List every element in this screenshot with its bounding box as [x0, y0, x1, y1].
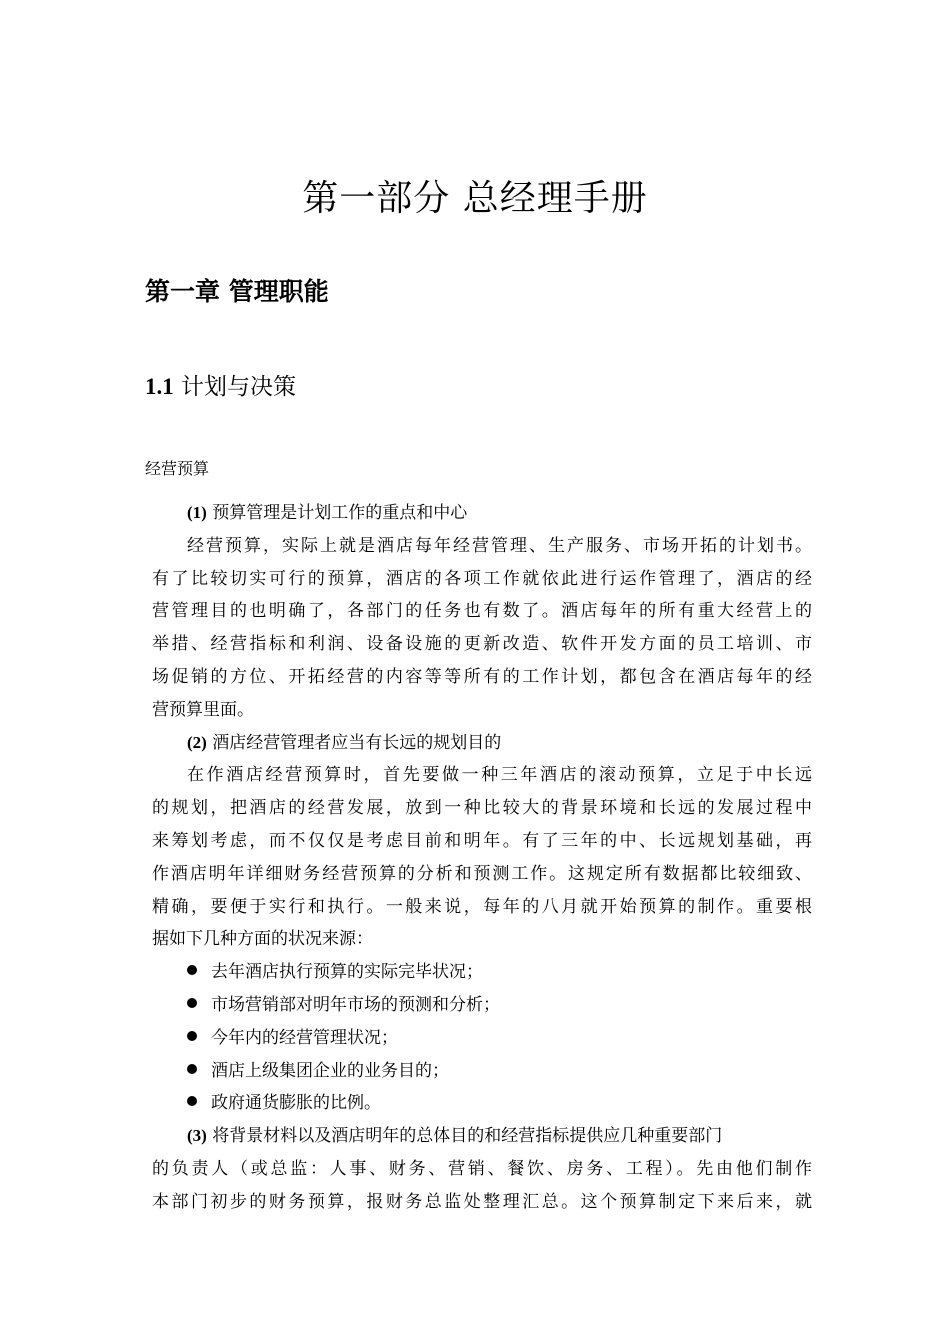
paragraph-1-heading-text: 预算管理是计划工作的重点和中心	[206, 503, 468, 523]
paragraph-1-tag: (1)	[187, 503, 207, 522]
bullet-item	[152, 989, 812, 1022]
bullet-item	[152, 956, 812, 989]
paragraph-line: 作酒店明年详细财务经营预算的分析和预测工作。这规定所有数据都比较细致、	[152, 863, 812, 884]
paragraph-line: 场促销的方位、开拓经营的内容等等所有的工作计划，都包含在酒店每年的经	[152, 666, 812, 687]
bullet-text: 政府通货膨胀的比例。	[211, 1093, 381, 1114]
paragraph-line: 营预算里面。	[152, 699, 254, 720]
paragraph-line: 来筹划考虑，而不仅仅是考虑目前和明年。有了三年的中、长远规划基础，再	[152, 830, 812, 851]
chapter-title: 第一章 管理职能	[145, 277, 329, 306]
paragraph-3-first-text: 将背景材料以及酒店明年的总体目的和经营指标提供应几种重要部门	[206, 1126, 723, 1147]
bullet-text: 酒店上级集团企业的业务目的；	[211, 1060, 449, 1081]
bullet-item	[152, 1022, 812, 1055]
paragraph-line: 在作酒店经营预算时，首先要做一种三年酒店的滚动预算，立足于中长远	[187, 765, 812, 786]
paragraph-2-heading	[152, 727, 812, 760]
part-title: 第一部分 总经理手册	[302, 178, 648, 219]
section-title-text: 计划与决策	[173, 374, 297, 400]
paragraph-2-tag: (2)	[187, 732, 207, 752]
paragraph-line: 举措、经营指标和利润、设备设施的更新改造、软件开发方面的员工培训、市	[152, 634, 812, 655]
paragraph-line: 精确，要便于实行和执行。一般来说，每年的八月就开始预算的制作。重要根	[152, 896, 812, 917]
bullet-text: 市场营销部对明年市场的预测和分析；	[211, 994, 500, 1015]
bullet-text: 去年酒店执行预算的实际完毕状况；	[211, 962, 483, 983]
bullet-dot-icon	[187, 1031, 197, 1041]
section-number: 1.1	[145, 374, 174, 399]
paragraph-line: 经营预算，实际上就是酒店每年经营管理、生产服务、市场开拓的计划书。	[187, 535, 812, 556]
paragraph-line: 的规划，把酒店的经营发展，放到一种比较大的背景环境和长远的发展过程中	[152, 798, 812, 819]
bullet-text: 今年内的经营管理状况；	[211, 1027, 398, 1048]
bullet-dot-icon	[187, 1096, 197, 1106]
paragraph-line: 有了比较切实可行的预算，酒店的各项工作就依此进行运作管理了，酒店的经	[152, 568, 812, 589]
paragraph-line: 据如下几种方面的状况来源：	[152, 929, 373, 950]
paragraph-line: 的负责人（或总监：人事、财务、营销、餐饮、房务、工程）。先由他们制作	[152, 1158, 812, 1179]
bullet-item	[152, 1055, 812, 1088]
paragraph-2-heading-text: 酒店经营管理者应当有长远的规划目的	[206, 732, 502, 753]
bullet-dot-icon	[187, 965, 197, 975]
bullet-dot-icon	[187, 1064, 197, 1074]
paragraph-line: 营管理目的也明确了，各部门的任务也有数了。酒店每年的所有重大经营上的	[152, 601, 812, 622]
section-title	[145, 369, 296, 405]
subheading: 经营预算	[145, 459, 210, 478]
paragraph-line: 本部门初步的财务预算，报财务总监处整理汇总。这个预算制定下来后来，就	[152, 1191, 812, 1212]
paragraph-1-heading	[152, 497, 812, 530]
body-text	[152, 497, 812, 1219]
bullet-item	[152, 1087, 812, 1120]
paragraph-3-tag: (3)	[187, 1126, 207, 1146]
bullet-dot-icon	[187, 998, 197, 1008]
paragraph-3-first-line	[152, 1120, 812, 1153]
